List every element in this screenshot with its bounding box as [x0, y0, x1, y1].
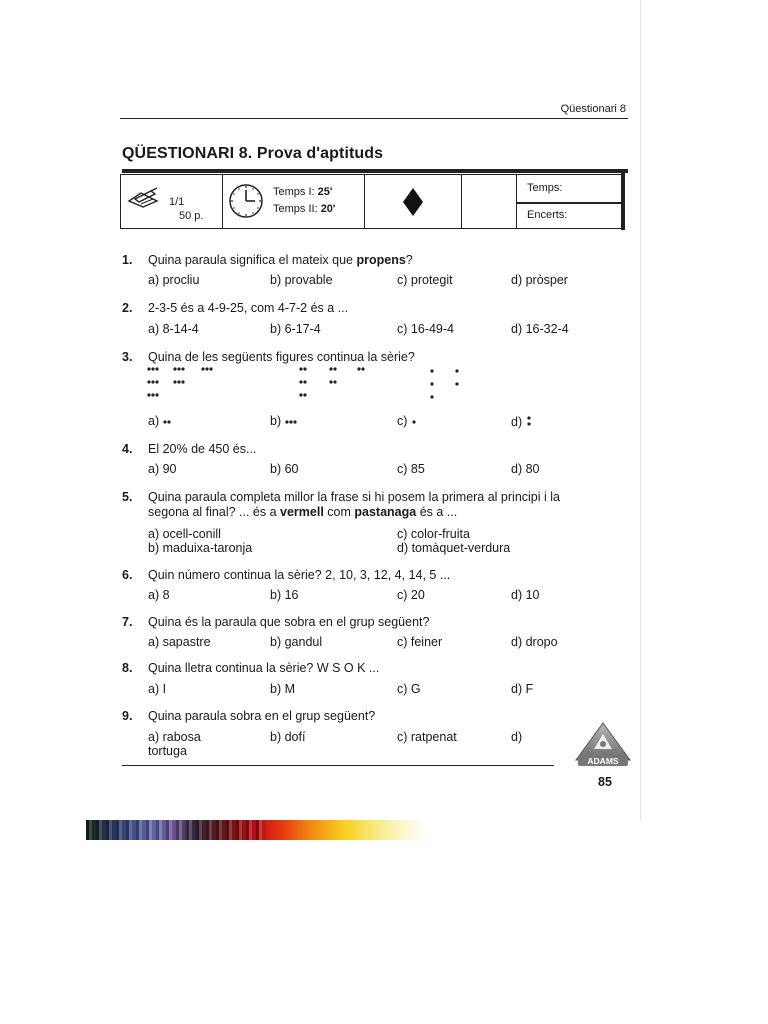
option-8a[interactable]: a) I	[148, 682, 167, 696]
question-text-line: Quina paraula completa millor la frase si hi posem la primera al principi i la	[148, 490, 560, 504]
two-dots-icon	[162, 417, 174, 425]
option-6c[interactable]: c) 20	[397, 588, 425, 602]
footer-rule	[122, 765, 554, 766]
question-bold-word: pastanaga	[354, 505, 417, 519]
page-number: 85	[598, 775, 612, 789]
info-cell-time	[223, 175, 365, 228]
question-text-part: segona al final? ... és a	[148, 505, 281, 519]
option-7d[interactable]: d) dropo	[511, 635, 558, 649]
diamond-icon	[403, 188, 423, 216]
option-label: c)	[397, 414, 408, 428]
option-label: b)	[270, 414, 282, 428]
page-edge	[640, 0, 641, 820]
option-8c[interactable]: c) G	[397, 682, 421, 696]
option-7b[interactable]: b) gandul	[270, 635, 323, 649]
one-dot-icon	[410, 417, 418, 425]
option-1c[interactable]: c) protegit	[397, 273, 453, 287]
option-9b[interactable]: b) dofí	[270, 730, 306, 744]
temps2-label: Temps II:	[273, 203, 318, 215]
running-head: Qüestionari 8	[560, 103, 626, 115]
question-text	[148, 490, 622, 520]
option-5c[interactable]: c) color-fruita	[397, 527, 470, 541]
temps1-line	[273, 186, 333, 198]
page-title: QÜESTIONARI 8. Prova d'aptituds	[122, 145, 384, 162]
option-6a[interactable]: a) 8	[148, 588, 170, 602]
question-text-part: ?	[405, 253, 413, 267]
question-text-part: com	[323, 505, 355, 519]
vertical-dots-icon	[525, 414, 533, 426]
option-7c[interactable]: c) feiner	[397, 635, 443, 649]
option-2b[interactable]: b) 6-17-4	[270, 322, 321, 336]
option-9a[interactable]: a) rabosa	[148, 730, 201, 744]
option-1d[interactable]: d) pròsper	[511, 273, 568, 287]
question-text: Quina lletra continua la sèrie? W S O K ...	[148, 661, 380, 675]
option-4c[interactable]: c) 85	[397, 462, 425, 476]
temps2-value: 20'	[320, 203, 336, 215]
option-5a[interactable]: a) ocell-conill	[148, 527, 221, 541]
info-cell-diamond	[365, 175, 462, 228]
option-5b[interactable]: b) maduixa-taronja	[148, 541, 253, 555]
option-7a[interactable]: a) sapastre	[148, 635, 211, 649]
question-number: 1.	[122, 253, 133, 267]
option-1a[interactable]: a) procliu	[148, 273, 200, 287]
dot-series-figure	[146, 366, 466, 406]
logo-text: ADAMS	[587, 756, 619, 766]
option-5d[interactable]: d) tomàquet-verdura	[397, 541, 511, 555]
temps2-line	[273, 203, 336, 215]
question-number: 9.	[122, 709, 133, 723]
info-cell-empty	[462, 175, 517, 228]
question-number: 2.	[122, 301, 133, 315]
temps1-value: 25'	[317, 186, 333, 198]
option-3c[interactable]	[397, 414, 418, 428]
question-bold-word: vermell	[280, 505, 324, 519]
header-rule	[120, 118, 628, 119]
question-text-part: és a ...	[416, 505, 458, 519]
question-number: 6.	[122, 568, 133, 582]
temps1-label: Temps I:	[273, 186, 315, 198]
color-calibration-stripes	[86, 820, 266, 840]
three-dots-icon	[284, 417, 300, 425]
question-number: 4.	[122, 442, 133, 456]
option-9d[interactable]: d)	[511, 730, 523, 744]
option-3a[interactable]	[148, 414, 174, 428]
option-2d[interactable]: d) 16-32-4	[511, 322, 569, 336]
pencil-paper-icon	[127, 187, 163, 209]
question-text: Quina paraula sobra en el grup següent?	[148, 709, 376, 723]
option-9c[interactable]: c) ratpenat	[397, 730, 457, 744]
question-text: 2-3-5 és a 4-9-25, com 4-7-2 és a ...	[148, 301, 349, 315]
question-number: 3.	[122, 350, 133, 364]
info-cell-score	[517, 175, 621, 228]
option-8d[interactable]: d) F	[511, 682, 534, 696]
question-number: 8.	[122, 661, 133, 675]
score-divider	[517, 202, 621, 204]
option-4d[interactable]: d) 80	[511, 462, 540, 476]
option-2a[interactable]: a) 8-14-4	[148, 322, 199, 336]
question-text	[148, 253, 622, 268]
option-9a-cont[interactable]: tortuga	[148, 744, 187, 758]
option-1b[interactable]: b) provable	[270, 273, 333, 287]
info-box-shadow	[621, 172, 625, 230]
title-shadow-bar	[122, 169, 628, 173]
temps-label: Temps:	[527, 182, 563, 194]
adams-logo-icon	[574, 722, 632, 768]
encerts-label: Encerts:	[527, 209, 568, 221]
option-3b[interactable]	[270, 414, 300, 428]
question-text-part: Quina paraula significa el mateix que	[148, 253, 357, 267]
fraction-text: 1/1	[169, 196, 185, 208]
question-text: Quina és la paraula que sobra en el grup següent?	[148, 615, 430, 629]
option-label: a)	[148, 414, 160, 428]
info-box	[120, 174, 622, 229]
option-4a[interactable]: a) 90	[148, 462, 177, 476]
question-text: Quin número continua la sèrie? 2, 10, 3, 12, 4, 14, 5 ...	[148, 568, 451, 582]
option-label: d)	[511, 415, 523, 429]
option-2c[interactable]: c) 16-49-4	[397, 322, 454, 336]
points-text: 50 p.	[179, 210, 204, 222]
option-6d[interactable]: d) 10	[511, 588, 540, 602]
option-4b[interactable]: b) 60	[270, 462, 299, 476]
clock-icon	[227, 182, 265, 220]
option-3d[interactable]	[511, 414, 533, 429]
info-cell-points	[121, 175, 223, 228]
option-8b[interactable]: b) M	[270, 682, 295, 696]
question-number: 5.	[122, 490, 133, 504]
question-text: Quina de les següents figures continua la sèrie?	[148, 350, 415, 364]
option-6b[interactable]: b) 16	[270, 588, 299, 602]
question-number: 7.	[122, 615, 133, 629]
question-text: El 20% de 450 és...	[148, 442, 257, 456]
question-bold-word: propens	[356, 253, 406, 267]
